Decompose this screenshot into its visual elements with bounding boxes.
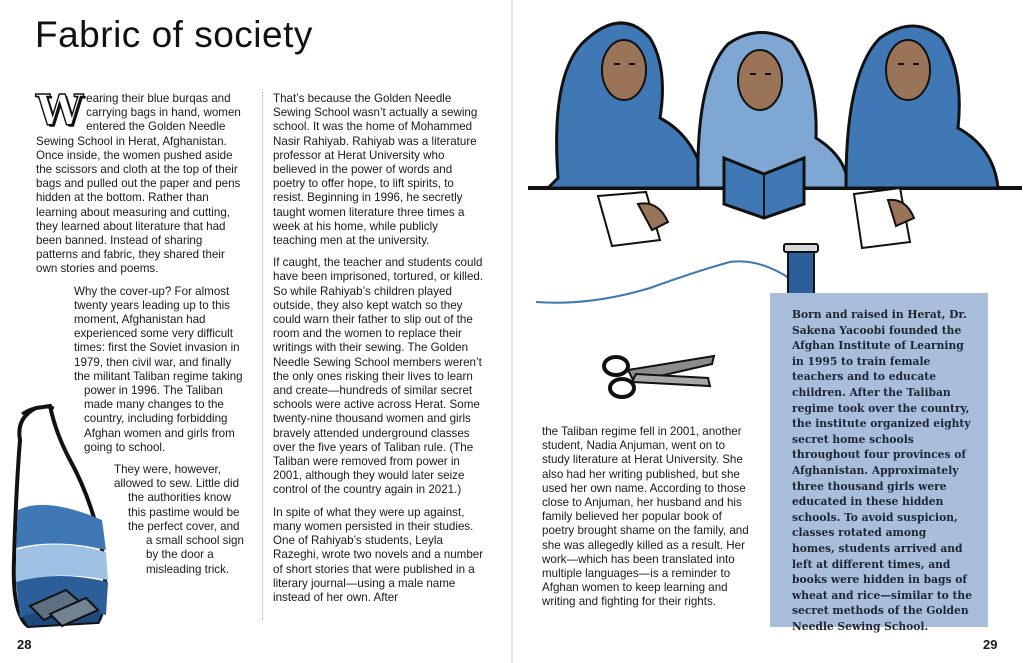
text-wrap-spacer xyxy=(36,505,128,545)
text-wrap-spacer xyxy=(36,385,74,397)
paragraph-2 xyxy=(36,285,244,455)
column-1 xyxy=(36,86,244,605)
text-wrap-spacer xyxy=(36,397,84,453)
drop-cap: W xyxy=(36,86,84,135)
paragraph-6: In spite of what they were up against, many women persisted in their studies. One of Rahiyab’s students, Leyla Razeghi, wrote two novels and a number of short stories that were published in a literary journal—using a male name instead of her own. After xyxy=(273,505,484,604)
sidebar-text: Born and raised in Herat, Dr. Sakena Yacoobi founded the Afghan Institute of Learning in 1995 to train female teachers and to educate children. After the Taliban regime took over the country, the institute organized eighty secret home schools throughout four provinces of Afghanistan. Approximately three thousand girls were educated in these hidden schools. To avoid suspicion, classes rotated among homes, students arrived and left at different times, and books were hidden in bags of wheat and rice—similar to the secret methods of the Golden Needle Sewing School. xyxy=(792,308,973,633)
paragraph-5: If caught, the teacher and students could have been imprisoned, tortured, or killed. So while Rahiyab’s children played outside, they also kept watch so they could warn their father to slip out of the room and the women to replace their writings with their sewing. The Golden Needle Sewing School members weren’t the only ones risking their lives to learn and create—hundreds of similar secret schools were active across Herat. Some twenty-nine thousand women and girls bravely attended underground classes over the five years of Taliban rule. (The Taliban were removed from power in 2001, although they would later seize control of the country again in 2021.) xyxy=(273,256,484,497)
paragraph-3 xyxy=(36,463,244,577)
paragraph-7: the Taliban regime fell in 2001, another student, Nadia Anjuman, went on to study literature at Herat University. She also had her writing published, but she used her own name. According to those close to Anjuman, her husband and his family believed her popular book of poetry brought shame on the family, and she was allegedly killed as a result. Her work—which has been translated into multiple languages—is a reminder to Afghan women to keep learning and writing and fighting for their rights. xyxy=(542,425,749,609)
women-illustration xyxy=(528,8,1022,258)
paragraph-4: That’s because the Golden Needle Sewing School wasn’t actually a sewing school. It was the home of Mohammed Nasir Rahiyab. Rahiyab was a literature professor at Herat University who believed in the power of words and poetry to offer hope, to lift spirits, to resist. Beginning in 1996, he secretly taught women literature three times a week at his home, while publicly teaching men at the university. xyxy=(273,92,478,248)
paragraph-1 xyxy=(36,86,244,277)
scissors-illustration xyxy=(600,352,718,400)
text-wrap-spacer xyxy=(36,463,114,505)
column-2 xyxy=(273,92,485,613)
paragraph-3-text: They were, however, allowed to sew. Little did the authorities know this pastime would be the perfect cover, and a small school sign by the door a misleading trick. xyxy=(114,463,244,576)
page-number-right: 29 xyxy=(983,637,998,652)
column-3 xyxy=(542,425,754,618)
article-title: Fabric of society xyxy=(35,14,313,55)
text-wrap-spacer xyxy=(36,545,146,605)
page-number-left: 28 xyxy=(17,637,32,652)
paragraph-2-text: Why the cover-up? For almost twenty years leading up to this moment, Afghanistan had experienced some very difficult times: first the Soviet invasion in 1979, then civil war, and finally the militant Taliban regime taking power in 1996. The Taliban made many changes to the country, including forbidding Afghan women and girls from going to school. xyxy=(74,284,243,454)
page-gutter xyxy=(511,0,513,663)
paragraph-1-text: earing their blue burqas and carrying bags in hand, women entered the Golden Needle Sewing School in Herat, Afghanistan. Once inside, the women pushed aside the scissors and cloth at the top of their bags and pulled out the paper and pens hidden at the bottom. Rather than learning about measuring and cutting, they learned about literature that had been banned. Instead of sharing patterns and fabric, they shared their own stories and poems. xyxy=(36,92,241,276)
column-divider xyxy=(262,92,263,620)
